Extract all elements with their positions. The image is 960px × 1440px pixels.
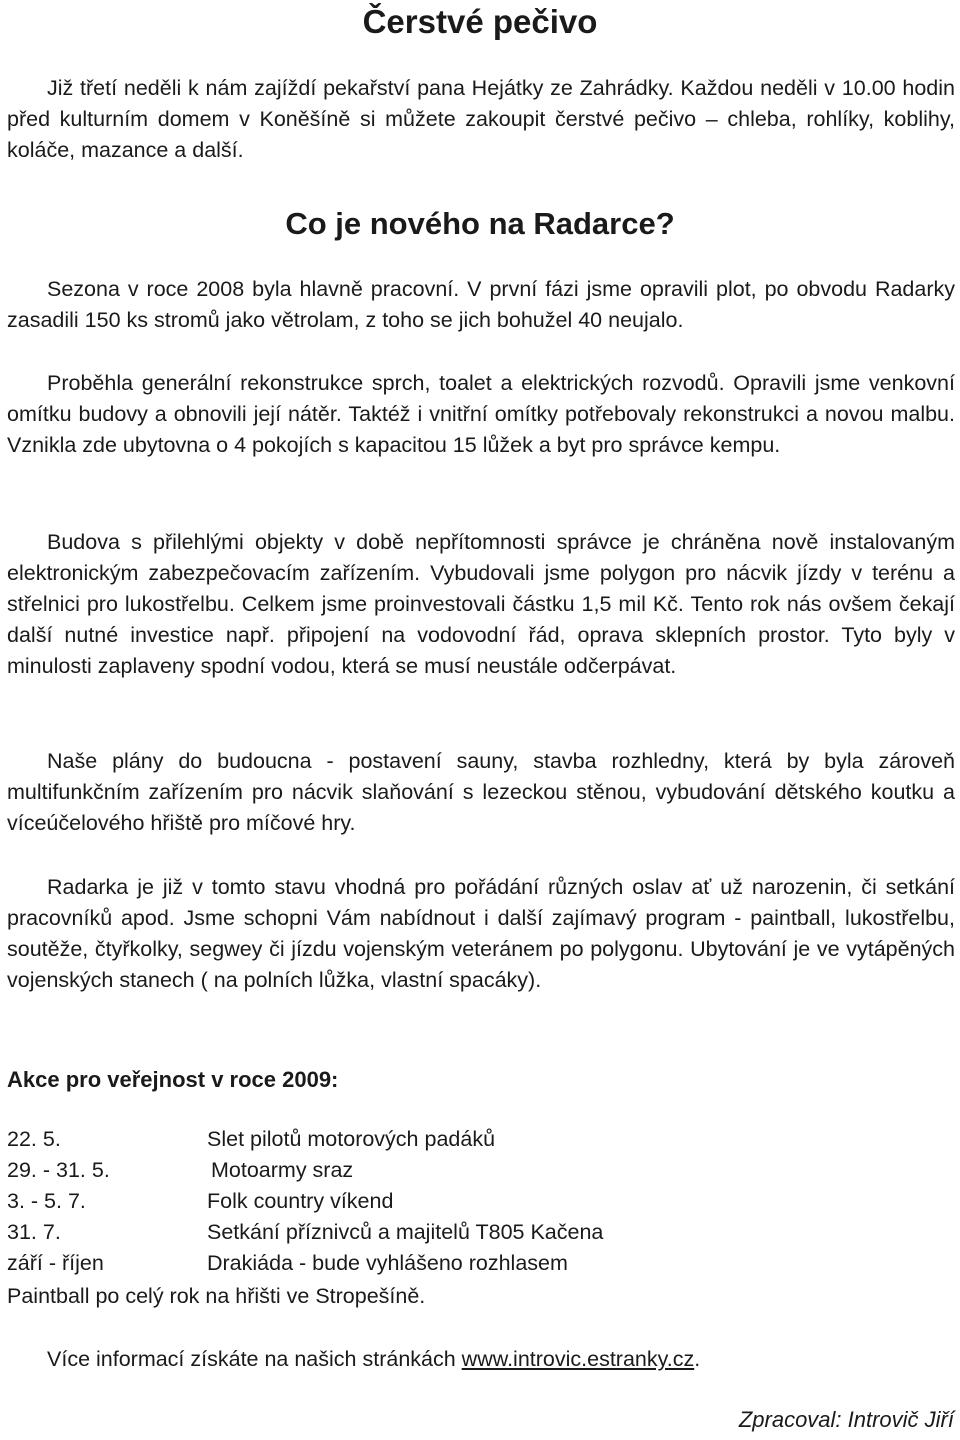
event-date: 29. - 31. 5. xyxy=(7,1158,110,1182)
event-date: 22. 5. xyxy=(7,1127,61,1151)
paragraph-reconstruction: Proběhla generální rekonstrukce sprch, toalet a elektrických rozvodů. Opravili jsme venkovní omítku budovy a obnovili její nátěr. Taktéž i vnitřní omítky potřebovaly rekonstrukci a novou malbu. Vznikla zde ubytovna o 4 pokojích s kapacitou 15 lůžek a byt pro správce kempu. xyxy=(7,371,955,457)
paragraph-season: Sezona v roce 2008 byla hlavně pracovní. V první fázi jsme opravili plot, po obvodu Radarky zasadili 150 ks stromů jako větrolam, z toho se jich bohužel 40 neujalo. xyxy=(7,277,955,332)
paragraph-services: Radarka je již v tomto stavu vhodná pro pořádání různých oslav ať už narozenin, či setkání pracovníků apod. Jsme schopni Vám nabídnout i další zajímavý program - paintball, lukostřelbu, soutěže, čtyřkolky, segwey či jízdu vojenským veteránem po polygonu. Ubytování je ve vytápěných vojenských stanech ( na polních lůžka, vlastní spacáky). xyxy=(7,875,955,992)
event-name: Setkání příznivců a majitelů T805 Kačena xyxy=(207,1220,604,1244)
paragraph-security: Budova s přilehlými objekty v době nepřítomnosti správce je chráněna nově instalovaným elektronickým zabezpečovacím zařízením. Vybudovali jsme polygon pro nácvik jízdy v terénu a střelnici pro lukostřelbu. Celkem jsme proinvestovali částku 1,5 mil Kč. Tento rok nás ovšem čekají další nutné investice např. připojení na vodovodní řád, oprava sklepních prostor. Tyto byly v minulosti zaplaveny spodní vodou, která se musí neustále odčerpávat. xyxy=(7,530,955,678)
intro-paragraph: Již třetí neděli k nám zajíždí pekařství pana Hejátky ze Zahrádky. Každou neděli v 10.00 hodin před kulturním domem v Koněšíně si můžete zakoupit čerstvé pečivo – chleba, rohlíky, koblihy, koláče, mazance a další. xyxy=(7,76,955,162)
event-date: září - říjen xyxy=(7,1251,104,1275)
author-signature: Zpracoval: Introvič Jiří xyxy=(738,1407,954,1432)
more-info-line xyxy=(7,1344,955,1375)
event-date: 3. - 5. 7. xyxy=(7,1189,86,1213)
events-heading: Akce pro veřejnost v roce 2009: xyxy=(7,1067,339,1092)
paintball-note: Paintball po celý rok na hřišti ve Stropešíně. xyxy=(7,1284,426,1308)
event-name: Folk country víkend xyxy=(207,1189,394,1213)
event-date: 31. 7. xyxy=(7,1220,61,1244)
event-name: Motoarmy sraz xyxy=(211,1158,354,1182)
section-subtitle: Co je nového na Radarce? xyxy=(285,206,675,241)
page-title: Čerstvé pečivo xyxy=(362,3,598,40)
event-name: Slet pilotů motorových padáků xyxy=(207,1127,496,1151)
event-name: Drakiáda - bude vyhlášeno rozhlasem xyxy=(207,1251,568,1275)
website-link[interactable]: www.introvic.estranky.cz xyxy=(461,1347,695,1371)
more-info-text: Více informací získáte na našich stránkách xyxy=(47,1347,462,1371)
paragraph-plans: Naše plány do budoucna - postavení sauny, stavba rozhledny, která by byla zároveň multifunkčním zařízením pro nácvik slaňování s lezeckou stěnou, vybudování dětského koutku a víceúčelového hřiště pro míčové hry. xyxy=(7,749,955,835)
more-info-suffix: . xyxy=(694,1347,701,1371)
